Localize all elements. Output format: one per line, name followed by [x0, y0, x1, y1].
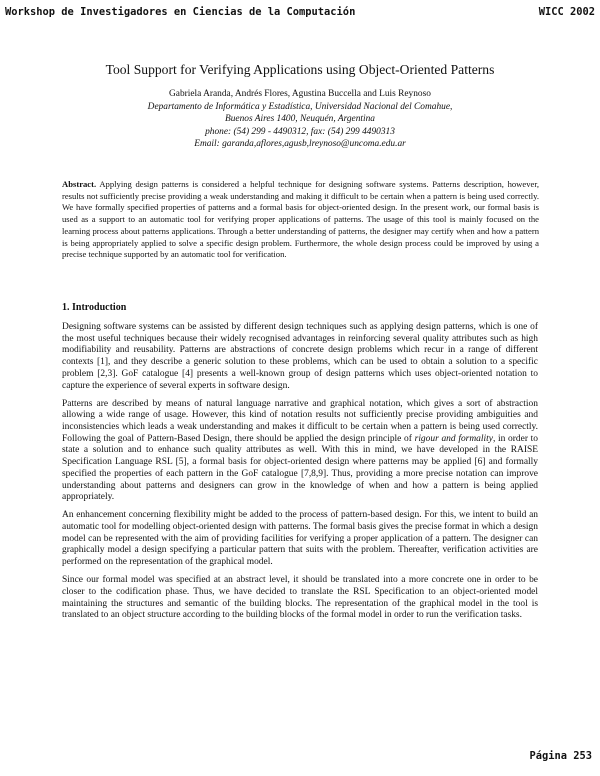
paragraph-text: , in order to state a solution and to enhance such quality attributes as well. With this in mind, we have developed in the RAISE Specification Language RSL [5], a formal basis for object-oriented design where patterns may be applied [6] and formally specified the properties of each pattern in the GoF catalogue [7,8,9]. Thus, providing a more precise notation can improve understanding about patterns and designers can grow in the knowledge of when and how a pattern is being applied appropriately.	[62, 433, 539, 503]
author-address: Buenos Aires 1400, Neuquén, Argentina	[225, 114, 375, 124]
paragraph-text: Patterns are described by means of natural language narrative and graphical notation, which gives a sort of abstraction allowing a wide range of usage. However, this kind of notation results not sufficiently precise providing ambiguities and inconsistencies which leads a weak understanding and makes it difficult to be certain when a pattern is being used correctly. Following the goal of Pattern-Based Design, there should be applied the design principle of	[62, 398, 538, 444]
paragraph: Since our formal model was specified at an abstract level, it should be translated into a more concrete one in order to be closer to the codification phase. Thus, we have decided to translate the RSL Specification to an object-oriented model maintaining the structures and semantic of the building blocks. The representation of the graphical model in the tool is translated to an object structure according to the building blocks of the formal model in order to run the verification tasks.	[62, 575, 538, 621]
section-heading-introduction: 1. Introduction	[62, 302, 127, 313]
header-workshop-name: Workshop de Investigadores en Ciencias de la Computación	[5, 6, 356, 18]
header-conference-tag: WICC 2002	[538, 6, 595, 18]
author-email: Email: garanda,aflores,agusb,lreynoso@uncoma.edu.ar	[194, 139, 406, 149]
abstract-label: Abstract.	[62, 179, 97, 189]
paragraph	[62, 399, 538, 504]
abstract-text: Applying design patterns is considered a helpful technique for designing software systems. Patterns description, however, results not sufficiently precise providing a weak understanding and making it difficult to be certain when a pattern is being used correctly. We have formally specified properties of patterns and a formal basis for object-oriented design. In the present work, our formal basis is used as a support to an automatic tool for verifying proper applications of patterns. The usage of this tool is mainly focused on the learning process about patterns applications. Through a better understanding of patterns, the designer may certify when and how a pattern is being appropriately applied to solve a specific design problem. Furthermore, the whole design process could be improved by using a precise technique supported by an automatic tool for verification.	[62, 179, 539, 260]
paper-title: Tool Support for Verifying Applications using Object-Oriented Patterns	[105, 62, 495, 77]
introduction-body	[62, 322, 538, 628]
author-names: Gabriela Aranda, Andrés Flores, Agustina Buccella and Luis Reynoso	[169, 89, 431, 99]
paragraph: An enhancement concerning flexibility might be added to the process of pattern-based design. For this, we intent to build an automatic tool for modelling object-oriented design with patterns. The formal basis gives the precise format in which a design model can be represented with the aim of providing facilities for verifying a proper application of a pattern. The designer can graphically model a design specifying a particular pattern that suits with the problem. Thereafter, verification activities are performed on the representation of the graphical model.	[62, 510, 538, 568]
running-header	[5, 6, 595, 22]
author-phone: phone: (54) 299 - 4490312, fax: (54) 299 4490313	[205, 126, 395, 137]
author-block	[0, 88, 600, 151]
emphasis-text: rigour and formality	[414, 433, 493, 444]
paragraph: Designing software systems can be assisted by different design techniques such as applying design patterns, which is one of the most useful techniques because their widely recognised advantages in reinforcing several quality attributes such as high modifiability and reusability. Patterns are abstractions of concrete design problems which recur in a range of different contexts [1], and they describe a generic solution to these problems, which can be used to obtain a solution to a specific problem [2,3]. GoF catalogue [4] presents a well-known group of design patterns which uses object-oriented notation to capture the experience of several experts in software design.	[62, 322, 538, 391]
page-number: Página 253	[529, 750, 592, 762]
author-department: Departamento de Informática y Estadística, Universidad Nacional del Comahue,	[147, 101, 453, 112]
abstract	[62, 179, 539, 261]
